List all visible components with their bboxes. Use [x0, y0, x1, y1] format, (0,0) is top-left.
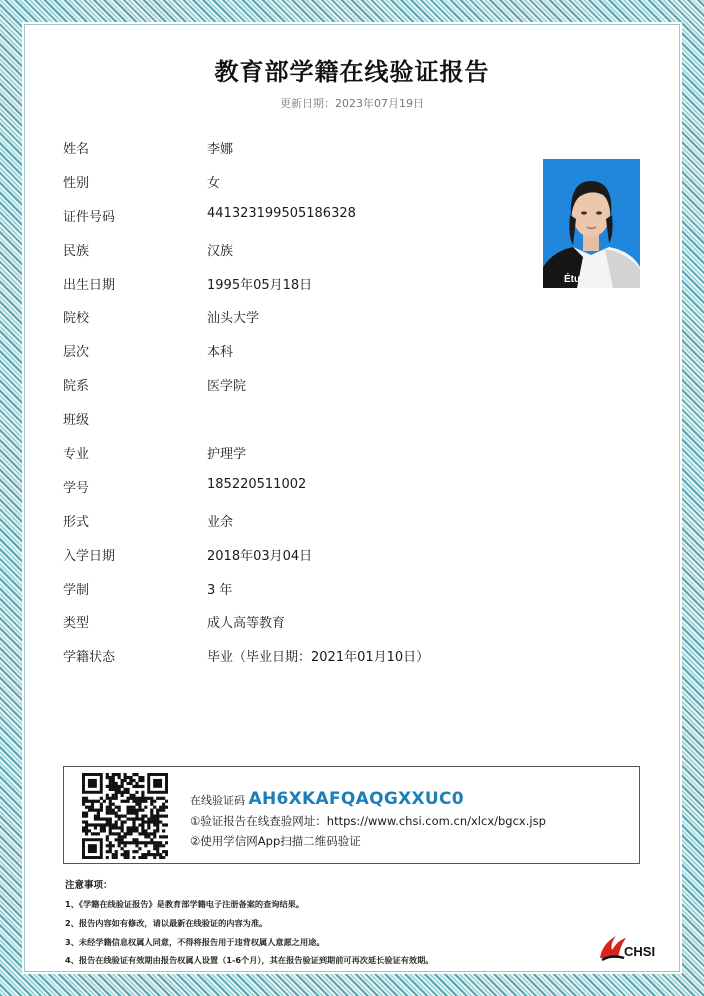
field-label: 性别 — [63, 175, 90, 191]
field-value: 业余 — [207, 514, 234, 530]
field-row-class — [63, 401, 533, 435]
field-row-study-form — [63, 503, 533, 537]
note-item: 4、报告在线验证有效期由报告权属人设置（1-6个月），其在报告验证到期前可再次延长验证有效期。 — [65, 955, 434, 966]
field-value: 成人高等教育 — [207, 616, 286, 632]
chsi-logo-text: CHSI — [624, 944, 656, 959]
field-value: 441323199505186328 — [207, 205, 356, 221]
field-label: 专业 — [63, 447, 90, 463]
update-date: 更新日期：2023年07月19日 — [280, 97, 424, 110]
verification-code-label: 在线验证码 — [190, 794, 245, 807]
field-row-type — [63, 604, 533, 638]
field-row-ethnicity — [63, 232, 533, 266]
field-label: 形式 — [63, 514, 90, 530]
field-label: 姓名 — [63, 142, 90, 157]
field-row-level — [63, 333, 533, 367]
field-label: 院校 — [63, 311, 90, 327]
field-value: 汕头大学 — [207, 311, 260, 327]
notes-section — [65, 877, 605, 970]
qr-code-icon — [82, 773, 168, 859]
field-row-duration — [63, 571, 533, 605]
field-label: 类型 — [63, 616, 90, 632]
field-row-gender — [63, 164, 533, 198]
field-value: 医学院 — [207, 379, 247, 395]
field-value: 护理学 — [207, 447, 247, 463]
field-row-enrollment-date — [63, 537, 533, 571]
notes-title: 注意事项： — [65, 880, 113, 891]
field-label: 学号 — [63, 480, 90, 496]
field-row-major — [63, 435, 533, 469]
note-item: 2、报告内容如有修改，请以最新在线验证的内容为准。 — [65, 917, 268, 928]
field-row-id-number — [63, 198, 533, 232]
field-row-status — [63, 638, 533, 672]
field-label: 层次 — [63, 345, 90, 361]
info-fields — [63, 130, 533, 672]
student-photo — [543, 159, 640, 288]
field-value: 毕业（毕业日期：2021年01月10日） — [207, 650, 430, 666]
field-label: 学制 — [63, 582, 90, 598]
verification-app-hint: ②使用学信网App扫描二维码验证 — [190, 834, 361, 848]
portrait-icon — [543, 159, 640, 288]
note-item: 1、《学籍在线验证报告》是教育部学籍电子注册备案的查询结果。 — [65, 899, 305, 909]
photo-shirt-text: Étu — [564, 274, 581, 285]
field-label: 入学日期 — [63, 548, 116, 564]
field-value: 185220511002 — [207, 476, 307, 492]
field-row-department — [63, 367, 533, 401]
field-value: 李娜 — [207, 142, 234, 157]
field-value: 汉族 — [207, 243, 234, 259]
field-value: 女 — [207, 175, 221, 191]
field-label: 学籍状态 — [63, 650, 116, 666]
field-label: 证件号码 — [63, 209, 116, 225]
verification-box — [63, 766, 640, 864]
verification-code-line — [190, 789, 464, 809]
field-row-school — [63, 299, 533, 333]
field-row-birth-date — [63, 266, 533, 300]
verification-code-value: AH6XKAFQAQGXXUC0 — [248, 789, 464, 809]
field-label: 班级 — [63, 413, 90, 429]
report-title: 教育部学籍在线验证报告 — [214, 58, 490, 86]
field-row-name — [63, 130, 533, 164]
field-row-student-id — [63, 469, 533, 503]
field-value: 1995年05月18日 — [207, 277, 313, 293]
verification-url-hint: ①验证报告在线查验网址：https://www.chsi.com.cn/xlcx/bgcx.jsp — [190, 814, 546, 828]
field-label: 院系 — [63, 379, 90, 395]
field-label: 民族 — [63, 243, 90, 259]
field-value: 本科 — [207, 345, 234, 361]
field-value: 2018年03月04日 — [207, 548, 313, 564]
qr-code[interactable] — [82, 773, 168, 859]
note-item: 3、未经学籍信息权属人同意，不得将报告用于违背权属人意愿之用途。 — [65, 936, 325, 947]
chsi-logo — [598, 930, 658, 962]
field-label: 出生日期 — [63, 277, 116, 293]
field-value: 3 年 — [207, 582, 233, 598]
